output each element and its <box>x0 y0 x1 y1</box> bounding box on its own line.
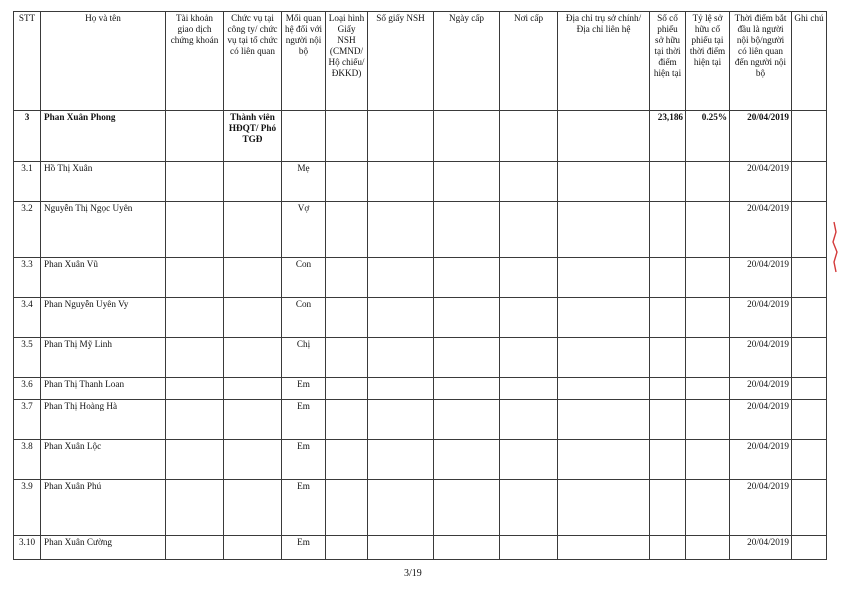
cell-empty-2 <box>166 378 224 400</box>
cell-empty-13 <box>792 111 827 162</box>
col-header-relation: Mối quan hệ đối với người nội bộ <box>282 12 326 111</box>
cell-relation <box>282 111 326 162</box>
cell-empty-13 <box>792 480 827 536</box>
cell-date: 20/04/2019 <box>730 480 792 536</box>
cell-empty-8 <box>500 162 558 202</box>
cell-shares <box>650 536 686 560</box>
table-row <box>14 111 827 162</box>
cell-shares <box>650 378 686 400</box>
table-row <box>14 400 827 440</box>
cell-empty-5 <box>326 536 368 560</box>
cell-relation: Em <box>282 400 326 440</box>
cell-empty-2 <box>166 202 224 258</box>
table-row <box>14 480 827 536</box>
cell-shares <box>650 298 686 338</box>
cell-ratio <box>686 338 730 378</box>
cell-empty-5 <box>326 298 368 338</box>
cell-empty-2 <box>166 258 224 298</box>
cell-ratio <box>686 258 730 298</box>
cell-name: Phan Thị Hoàng Hà <box>41 400 166 440</box>
cell-empty-9 <box>558 202 650 258</box>
cell-position <box>224 378 282 400</box>
cell-empty-9 <box>558 536 650 560</box>
cell-empty-5 <box>326 162 368 202</box>
cell-empty-8 <box>500 536 558 560</box>
cell-name: Phan Thị Thanh Loan <box>41 378 166 400</box>
cell-date: 20/04/2019 <box>730 162 792 202</box>
cell-relation: Con <box>282 298 326 338</box>
cell-empty-6 <box>368 536 434 560</box>
table-row <box>14 258 827 298</box>
cell-position <box>224 480 282 536</box>
cell-empty-2 <box>166 400 224 440</box>
cell-shares <box>650 400 686 440</box>
cell-name: Phan Xuân Cường <box>41 536 166 560</box>
cell-ratio: 0.25% <box>686 111 730 162</box>
cell-empty-6 <box>368 298 434 338</box>
col-header-issue-place: Nơi cấp <box>500 12 558 111</box>
table-row <box>14 162 827 202</box>
col-header-ratio: Tỷ lệ sở hữu cổ phiếu tại thời điểm hiện tại <box>686 12 730 111</box>
cell-empty-6 <box>368 338 434 378</box>
cell-name: Nguyễn Thị Ngọc Uyên <box>41 202 166 258</box>
cell-empty-8 <box>500 258 558 298</box>
cell-empty-6 <box>368 440 434 480</box>
cell-date: 20/04/2019 <box>730 298 792 338</box>
cell-position <box>224 258 282 298</box>
cell-empty-9 <box>558 162 650 202</box>
cell-empty-7 <box>434 202 500 258</box>
page-number: 3/19 <box>404 568 422 579</box>
cell-shares <box>650 202 686 258</box>
cell-stt: 3.5 <box>14 338 41 378</box>
cell-empty-7 <box>434 378 500 400</box>
col-header-start-date: Thời điểm bắt đầu là người nội bộ/người có liên quan đến người nội bộ <box>730 12 792 111</box>
cell-empty-8 <box>500 338 558 378</box>
cell-stt: 3.6 <box>14 378 41 400</box>
cell-stt: 3.3 <box>14 258 41 298</box>
cell-relation: Em <box>282 480 326 536</box>
cell-empty-8 <box>500 378 558 400</box>
cell-empty-6 <box>368 111 434 162</box>
cell-relation: Em <box>282 378 326 400</box>
cell-date: 20/04/2019 <box>730 202 792 258</box>
cell-date: 20/04/2019 <box>730 440 792 480</box>
table-row <box>14 338 827 378</box>
cell-name: Phan Xuân Lộc <box>41 440 166 480</box>
cell-empty-5 <box>326 440 368 480</box>
cell-empty-13 <box>792 162 827 202</box>
cell-empty-6 <box>368 480 434 536</box>
col-header-address: Địa chỉ trụ sở chính/Địa chỉ liên hệ <box>558 12 650 111</box>
cell-position <box>224 202 282 258</box>
cell-ratio <box>686 378 730 400</box>
cell-ratio <box>686 536 730 560</box>
cell-name: Phan Thị Mỹ Linh <box>41 338 166 378</box>
cell-stt: 3.10 <box>14 536 41 560</box>
cell-stt: 3 <box>14 111 41 162</box>
table-row <box>14 378 827 400</box>
cell-empty-2 <box>166 440 224 480</box>
cell-empty-6 <box>368 378 434 400</box>
col-header-id-number: Số giấy NSH <box>368 12 434 111</box>
cell-empty-9 <box>558 378 650 400</box>
col-header-name: Họ và tên <box>41 12 166 111</box>
cell-empty-7 <box>434 480 500 536</box>
cell-position <box>224 536 282 560</box>
cell-stt: 3.8 <box>14 440 41 480</box>
cell-empty-7 <box>434 536 500 560</box>
col-header-shares: Số cổ phiếu sở hữu tại thời điểm hiện tại <box>650 12 686 111</box>
cell-empty-5 <box>326 480 368 536</box>
cell-empty-7 <box>434 400 500 440</box>
cell-empty-2 <box>166 298 224 338</box>
cell-relation: Chị <box>282 338 326 378</box>
cell-date: 20/04/2019 <box>730 400 792 440</box>
cell-empty-13 <box>792 202 827 258</box>
cell-empty-8 <box>500 480 558 536</box>
cell-shares: 23,186 <box>650 111 686 162</box>
cell-empty-8 <box>500 202 558 258</box>
cell-position: Thành viên HĐQT/ Phó TGĐ <box>224 111 282 162</box>
cell-empty-7 <box>434 440 500 480</box>
cell-date: 20/04/2019 <box>730 378 792 400</box>
cell-empty-2 <box>166 338 224 378</box>
cell-empty-9 <box>558 338 650 378</box>
cell-empty-2 <box>166 111 224 162</box>
cell-shares <box>650 440 686 480</box>
cell-empty-7 <box>434 258 500 298</box>
table-row <box>14 440 827 480</box>
col-header-stt: STT <box>14 12 41 111</box>
col-header-notes: Ghi chú <box>792 12 827 111</box>
cell-empty-2 <box>166 162 224 202</box>
cell-ratio <box>686 202 730 258</box>
cell-stt: 3.1 <box>14 162 41 202</box>
cell-empty-9 <box>558 298 650 338</box>
cell-shares <box>650 258 686 298</box>
cell-empty-9 <box>558 111 650 162</box>
cell-empty-2 <box>166 480 224 536</box>
table-row <box>14 298 827 338</box>
cell-name: Phan Xuân Phú <box>41 480 166 536</box>
col-header-position: Chức vụ tại công ty/ chức vụ tại tổ chức có liên quan <box>224 12 282 111</box>
cell-empty-8 <box>500 440 558 480</box>
cell-ratio <box>686 440 730 480</box>
cell-ratio <box>686 480 730 536</box>
cell-relation: Em <box>282 536 326 560</box>
cell-date: 20/04/2019 <box>730 338 792 378</box>
cell-empty-9 <box>558 400 650 440</box>
cell-empty-5 <box>326 258 368 298</box>
cell-position <box>224 298 282 338</box>
cell-empty-13 <box>792 536 827 560</box>
table-row <box>14 202 827 258</box>
cell-shares <box>650 480 686 536</box>
cell-empty-9 <box>558 440 650 480</box>
col-header-account: Tài khoản giao dịch chứng khoán <box>166 12 224 111</box>
cell-empty-13 <box>792 440 827 480</box>
cell-name: Phan Nguyễn Uyên Vy <box>41 298 166 338</box>
cell-position <box>224 400 282 440</box>
cell-stt: 3.2 <box>14 202 41 258</box>
shareholder-table-sheet <box>13 11 826 566</box>
col-header-issue-date: Ngày cấp <box>434 12 500 111</box>
table-header-row <box>14 12 827 111</box>
cell-date: 20/04/2019 <box>730 258 792 298</box>
cell-empty-6 <box>368 400 434 440</box>
cell-ratio <box>686 162 730 202</box>
related-persons-table <box>13 11 827 560</box>
cell-stt: 3.4 <box>14 298 41 338</box>
cell-empty-8 <box>500 111 558 162</box>
cell-empty-9 <box>558 480 650 536</box>
cell-stt: 3.7 <box>14 400 41 440</box>
cell-empty-7 <box>434 111 500 162</box>
cell-empty-13 <box>792 338 827 378</box>
cell-name: Hồ Thị Xuân <box>41 162 166 202</box>
cell-position <box>224 162 282 202</box>
cell-empty-7 <box>434 338 500 378</box>
cell-position <box>224 338 282 378</box>
cell-relation: Em <box>282 440 326 480</box>
cell-position <box>224 440 282 480</box>
cell-relation: Vợ <box>282 202 326 258</box>
cell-date: 20/04/2019 <box>730 536 792 560</box>
cell-empty-7 <box>434 298 500 338</box>
cell-empty-9 <box>558 258 650 298</box>
cell-date: 20/04/2019 <box>730 111 792 162</box>
cell-empty-6 <box>368 258 434 298</box>
cell-name: Phan Xuân Vũ <box>41 258 166 298</box>
cell-empty-2 <box>166 536 224 560</box>
cell-empty-8 <box>500 298 558 338</box>
stamp-edge-mark <box>830 220 840 280</box>
cell-ratio <box>686 298 730 338</box>
cell-shares <box>650 162 686 202</box>
cell-empty-8 <box>500 400 558 440</box>
cell-relation: Mẹ <box>282 162 326 202</box>
cell-empty-13 <box>792 298 827 338</box>
cell-empty-6 <box>368 202 434 258</box>
cell-shares <box>650 338 686 378</box>
table-row <box>14 536 827 560</box>
cell-empty-5 <box>326 338 368 378</box>
cell-ratio <box>686 400 730 440</box>
col-header-id-type: Loại hình Giấy NSH (CMND/ Hộ chiếu/ ĐKKD) <box>326 12 368 111</box>
cell-empty-7 <box>434 162 500 202</box>
cell-stt: 3.9 <box>14 480 41 536</box>
cell-empty-6 <box>368 162 434 202</box>
cell-empty-13 <box>792 258 827 298</box>
cell-relation: Con <box>282 258 326 298</box>
cell-empty-5 <box>326 400 368 440</box>
cell-empty-5 <box>326 111 368 162</box>
cell-empty-5 <box>326 378 368 400</box>
cell-empty-5 <box>326 202 368 258</box>
cell-empty-13 <box>792 400 827 440</box>
cell-empty-13 <box>792 378 827 400</box>
cell-name: Phan Xuân Phong <box>41 111 166 162</box>
